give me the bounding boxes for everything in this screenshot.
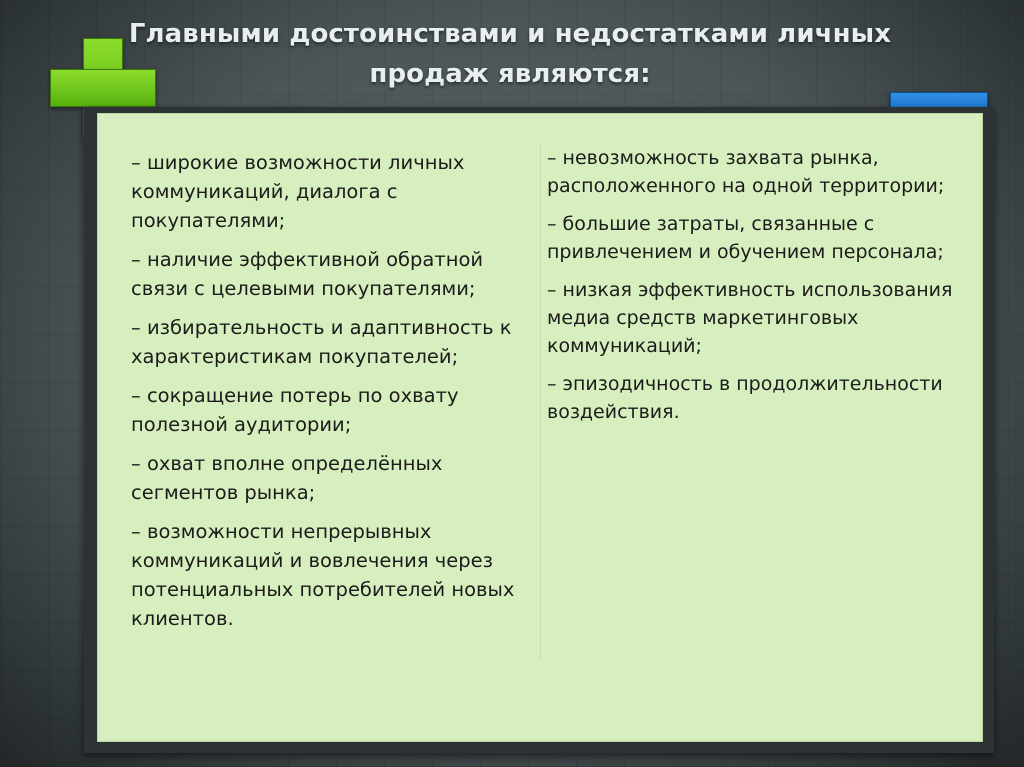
advantage-item: – широкие возможности личных коммуникаций, диалога с покупателями; <box>131 151 465 232</box>
column-divider <box>540 144 541 660</box>
disadvantage-item: – большие затраты, связанные с привлечением и обучением персонала; <box>547 213 944 263</box>
advantage-item: – возможности непрерывных коммуникаций и вовлечения через потенциальных потребителей новых клиентов. <box>131 520 515 630</box>
disadvantage-item: – невозможность захвата рынка, расположенного на одной территории; <box>547 147 945 197</box>
advantage-item: – сокращение потерь по охвату полезной аудитории; <box>131 384 459 436</box>
advantage-item: – охват вполне определённых сегментов рынка; <box>131 452 443 504</box>
disadvantage-item: – низкая эффективность использования медиа средств маркетинговых коммуникаций; <box>547 279 953 357</box>
advantage-item: – избирательность и адаптивность к характеристикам покупателей; <box>131 316 512 368</box>
advantage-item: – наличие эффективной обратной связи с целевыми покупателями; <box>131 248 484 300</box>
disadvantage-item: – эпизодичность в продолжительности воздействия. <box>547 373 943 423</box>
advantages-column <box>131 148 536 643</box>
disadvantages-column <box>547 144 957 436</box>
slide-title: Главными достоинствами и недостатками личных продаж являются: <box>128 19 892 89</box>
content-panel <box>97 113 983 742</box>
